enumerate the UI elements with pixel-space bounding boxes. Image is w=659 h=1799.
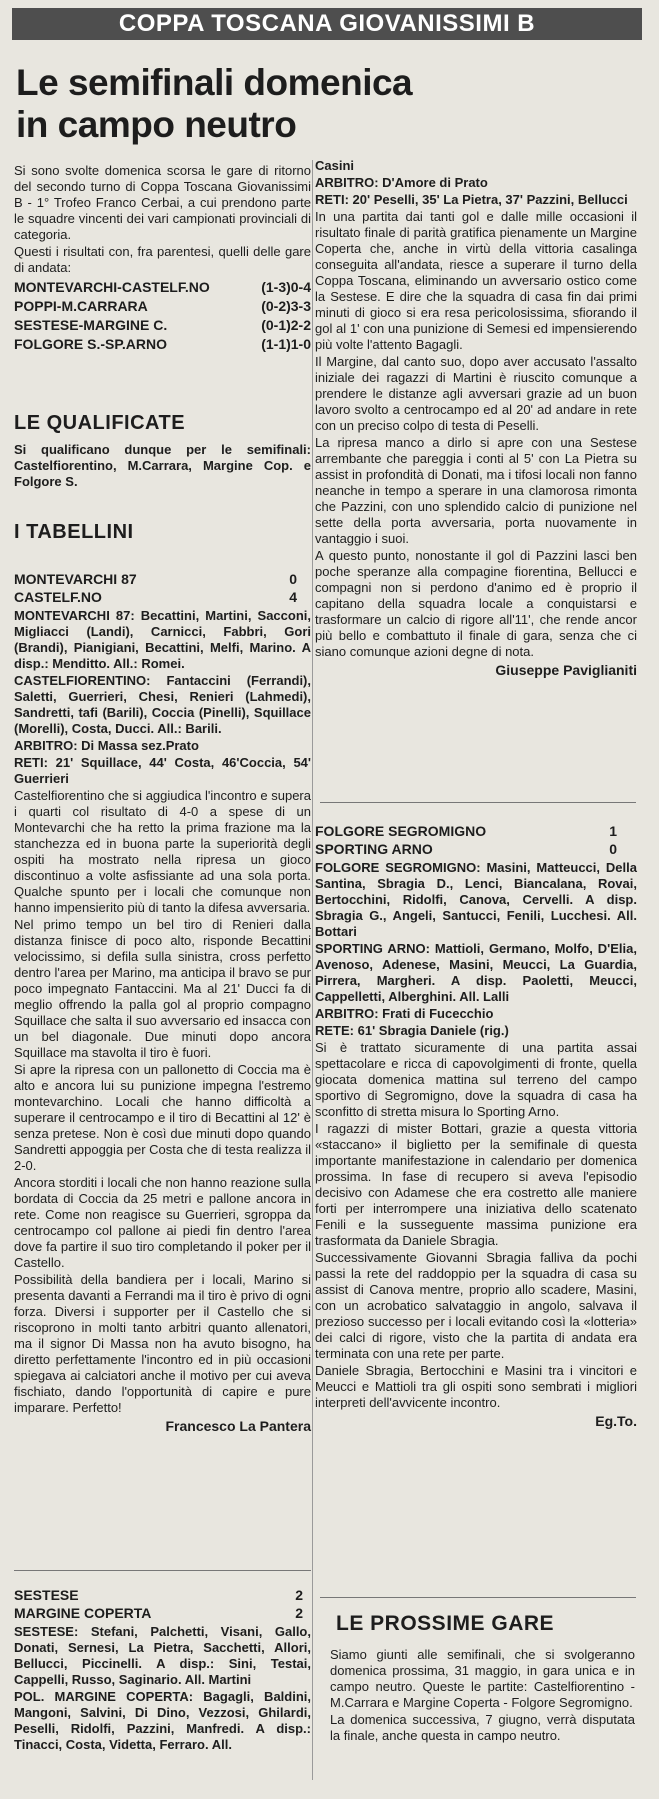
qualificate-text: Si qualificano dunque per le semifinali: Castelfiorentino, M.Carrara, Margine Cop. e Folgore S. [14, 442, 311, 489]
lineup-away: SPORTING ARNO: Mattioli, Germano, Molfo, D'Elia, Avenoso, Adenese, Masini, Meucci, La Guardia, Pirrera, Margheri. A disp. Paoletti, Meucci, Cappelletti, Alberghini. All. Lalli [315, 941, 637, 1004]
team-name: CASTELF.NO [14, 589, 102, 605]
match-2-continuation [315, 158, 637, 678]
match-1-block [14, 570, 311, 1434]
section-banner: COPPA TOSCANA GIOVANISSIMI B [12, 8, 642, 40]
prossime-block [330, 1647, 635, 1745]
goals: RETE: 61' Sbragia Daniele (rig.) [315, 1023, 509, 1038]
result-score: (0-2)3-3 [261, 298, 311, 314]
goals: RETI: 20' Peselli, 35' La Pietra, 37' Pazzini, Bellucci [315, 192, 628, 207]
referee: ARBITRO: D'Amore di Prato [315, 175, 488, 190]
report-paragraph: A questo punto, nonostante il gol di Pazzini lasci ben poche speranze alla compagine fiorentina, Bellucci e compagni non si perdono d'animo ed è proprio il capitano della squadra locale a conquistarsi e trasformare un calcio di rigore all'11', che rende ancor più bello e combattuto il finale di gara, senza che ci siano comunque azioni degne di nota. [315, 548, 637, 659]
divider [14, 1570, 311, 1571]
referee: ARBITRO: Frati di Fucecchio [315, 1006, 494, 1021]
prossime-paragraph: Siamo giunti alle semifinali, che si svolgeranno domenica prossima, 31 maggio, in gara unica e in campo neutro. Queste le partite: Castelfiorentino - M.Carrara e Margine Coperta - Folgore Segromigno. [330, 1647, 635, 1710]
result-row [14, 335, 311, 354]
prossime-heading: LE PROSSIME GARE [336, 1612, 555, 1635]
lineup-away: CASTELFIORENTINO: Fantaccini (Ferrandi), Saletti, Guerrieri, Chesi, Renieri (Lahmedi), Sandretti, tafi (Barili), Coccia (Pinelli), Squillace (Morelli), Costa, Ducci. All.: Barili. [14, 673, 311, 736]
author-signature: Giuseppe Paviglianiti [495, 662, 637, 678]
result-score: (1-1)1-0 [261, 336, 311, 352]
report-paragraph: Ancora storditi i locali che non hanno reazione sulla bordata di Coccia da 25 metri e pallone ancora in rete. Come non reagisce su Guerrieri, sgroppa da centrocampo col pallone ai piedi fin dentro l'area dove fa partire il suo tiro completando il poker per il Castello. [14, 1175, 311, 1270]
divider [320, 1597, 636, 1598]
result-match: SESTESE-MARGINE C. [14, 317, 168, 333]
intro-paragraph: Questi i risultati con, fra parentesi, quelli delle gare di andata: [14, 244, 311, 275]
team-score: 0 [609, 841, 617, 857]
result-row [14, 278, 311, 297]
team-name: SPORTING ARNO [315, 841, 433, 857]
report-paragraph: Castelfiorentino che si aggiudica l'incontro e supera i quarti col risultato di 4-0 a spese di un Montevarchi che ha retto la prima frazione ma la stanchezza ed in buona parte la superiorità degli ospiti ha mostrato nella ripresa un gioco discontinuo a volte asfissiante ad una sola porta. Qualche spunto per i locali che comunque non hanno impensierito più di tanto la difesa avversaria. [14, 788, 311, 915]
match-3-block [14, 1586, 311, 1754]
match-4-home [315, 822, 637, 840]
qualificate-heading: LE QUALIFICATE [14, 412, 186, 434]
match-1-away [14, 588, 311, 606]
result-row [14, 316, 311, 335]
report-paragraph: Il Margine, dal canto suo, dopo aver accusato l'assalto iniziale dei ragazzi di Martini è riuscito comunque a prendere le distanze agli avversari grazie ad un buon lavoro svolto a centrocampo ed al 20' ad andare in rete con un preciso colpo di testa di Peselli. [315, 354, 637, 433]
author-signature: Eg.To. [595, 1413, 637, 1429]
referee: ARBITRO: Di Massa sez.Prato [14, 738, 199, 753]
goals: RETI: 21' Squillace, 44' Costa, 46'Coccia, 54' Guerrieri [14, 755, 311, 786]
tabellini-heading: I TABELLINI [14, 521, 134, 543]
result-match: POPPI-M.CARRARA [14, 298, 148, 314]
team-name: FOLGORE SEGROMIGNO [315, 823, 487, 839]
intro-block [14, 163, 311, 277]
author-signature: Francesco La Pantera [165, 1418, 311, 1434]
report-paragraph: I ragazzi di mister Bottari, grazie a questa vittoria «staccano» il biglietto per la semifinale di questa importante manifestazione in calendario per domenica prossima. In fase di recupero si aveva l'episodio decisivo con Adamese che era costretto alle maniere forti per interrompere una iniziativa dello scatenato Fenili e la susseguente massima punizione era trasformata da Daniele Sbragia. [315, 1121, 637, 1248]
intro-paragraph: Si sono svolte domenica scorsa le gare di ritorno del secondo turno di Coppa Toscana Giovanissimi B - 1° Trofeo Franco Cerbai, a cui prendono parte le squadre vincenti dei vari campionati provinciali di categoria. [14, 163, 311, 242]
report-paragraph: Si è trattato sicuramente di una partita assai spettacolare e ricca di capovolgimenti di fronte, quella giocata domenica mattina sul terreno del campo sportivo di Segromigno, dove la squadra di casa ha sconfitto di stretta misura lo Sporting Arno. [315, 1040, 637, 1119]
headline-line-1: Le semifinali domenica [16, 62, 413, 103]
team-name: SESTESE [14, 1587, 79, 1603]
prossime-paragraph: La domenica successiva, 7 giugno, verrà disputata la finale, anche questa in campo neutro. [330, 1712, 635, 1743]
lineup-continuation: Casini [315, 158, 355, 173]
headline-line-2: in campo neutro [16, 104, 297, 145]
team-score: 2 [295, 1605, 303, 1621]
results-list [14, 278, 311, 354]
result-match: FOLGORE S.-SP.ARNO [14, 336, 167, 352]
match-4-away [315, 840, 637, 858]
report-paragraph: Nel primo tempo un bel tiro di Renieri dalla distanza finisce di poco alto, risponde Becattini velocissimo, si defila sulla sinistra, cross perfetto dentro l'area per Marino, ma anticipa il bravo se pur poco impegnato Fantaccini. Ma al 21' Ducci fa di meglio offrendo la palla gol al proprio compagno Squillace che salta il suo avversario ed insacca con un bel diagonale. Due minuti dopo ancora Squillace ma stavolta il tiro è fuori. [14, 917, 311, 1060]
report-paragraph: La ripresa manco a dirlo si apre con una Sestese arrembante che pareggia i conti al 5' con La Pietra su assist in profondità di Donati, ma i tifosi locali non fanno neanche in tempo a sperare in una clamorosa rimonta che Pazzini, con uno splendido calcio di punizione nel sette della porta avversaria, porta nuovamente in vantaggio i suoi. [315, 435, 637, 546]
team-name: MARGINE COPERTA [14, 1605, 152, 1621]
team-name: MONTEVARCHI 87 [14, 571, 137, 587]
divider [320, 802, 636, 803]
match-3-home [14, 1586, 311, 1604]
report-paragraph: Si apre la ripresa con un pallonetto di Coccia ma è alto e ancora lui su punizione impegna l'estremo montevarchino. Locali che hanno difficoltà a superare il centrocampo e il tiro di Becattini al 12' è senza pretese. Non è così due minuti dopo quando Sandretti appoggia per Costa che di testa realizza il 2-0. [14, 1062, 312, 1173]
team-score: 1 [609, 823, 617, 839]
headline [16, 62, 636, 146]
match-3-away [14, 1604, 311, 1622]
match-1-home [14, 570, 311, 588]
match-4-block [315, 822, 637, 1429]
report-paragraph: Possibilità della bandiera per i locali, Marino si presenta davanti a Ferrandi ma il tiro è privo di ogni forza. Diversi i supporter per il Castello che si riscoprono in molti tanto arbitri quanto allenatori, ma il signor Di Massa non ha avuto bisogno, ha diretto perfettamente l'incontro ed in più occasioni spiegava ai calciatori anche il motivo per cui aveva fischiato, dando l'opportunità di capire e pure imparare. Perfetto! [14, 1272, 311, 1415]
result-score: (1-3)0-4 [261, 279, 311, 295]
team-score: 2 [295, 1587, 303, 1603]
column-divider [312, 160, 313, 1780]
result-match: MONTEVARCHI-CASTELF.NO [14, 279, 210, 295]
report-paragraph: In una partita dai tanti gol e dalle mille occasioni il risultato finale di parità gratifica pienamente un Margine Coperta che, anche in virtù della vittoria casalinga conseguita all'andata, riesce a superare il turno della Coppa Toscana, eliminando un avversario ostico come la Sestese. E dire che la squadra di casa fin dai primi minuti di gioco si era resa pericolosissima, sfiorando il gol al 1' con una punizione di Semesi ed impensierendo più volte l'attento Bagagli. [315, 209, 637, 352]
lineup-away: POL. MARGINE COPERTA: Bagagli, Baldini, Mangoni, Salvini, Di Dino, Vezzosi, Ghilardi, Peselli, Ridolfi, Pazzini, Manfredi. A disp.: Tinacci, Costa, Videtta, Ferraro. All. [14, 1689, 311, 1752]
team-score: 4 [289, 589, 297, 605]
result-score: (0-1)2-2 [261, 317, 311, 333]
lineup-home: MONTEVARCHI 87: Becattini, Martini, Sacconi, Migliacci (Landi), Carnicci, Fabbri, Gori (Brandi), Pianigiani, Becattini, Melfi, Marino. A disp.: Menditto. All.: Romei. [14, 608, 311, 671]
lineup-home: SESTESE: Stefani, Palchetti, Visani, Gallo, Donati, Sernesi, La Pietra, Sacchetti, Allori, Bellucci, Piccinelli. A disp.: Sini, Testai, Cappelli, Russo, Saginario. All. Martini [14, 1624, 311, 1687]
result-row [14, 297, 311, 316]
report-paragraph: Successivamente Giovanni Sbragia falliva da pochi passi la rete del raddoppio per la squadra di casa su assist di Canova mentre, proprio allo scadere, Masini, con un acrobatico salvataggio in angolo, salvava il prezioso successo per i locali evitando così la «lotteria» dei calci di rigore, visto che la partita di andata era terminata con una rete per parte. [315, 1250, 637, 1361]
report-paragraph: Daniele Sbragia, Bertocchini e Masini tra i vincitori e Meucci e Mattioli tra gli ospiti sono sembrati i migliori interpreti dell'avvicente incontro. [315, 1363, 637, 1410]
team-score: 0 [289, 571, 297, 587]
lineup-home: FOLGORE SEGROMIGNO: Masini, Matteucci, Della Santina, Sbragia D., Lenci, Biancalana, Rovai, Bertocchini, Ridolfi, Canova, Cervelli. A disp. Sbragia G., Angeli, Santucci, Fenili, Lucchesi. All. Bottari [315, 860, 637, 939]
